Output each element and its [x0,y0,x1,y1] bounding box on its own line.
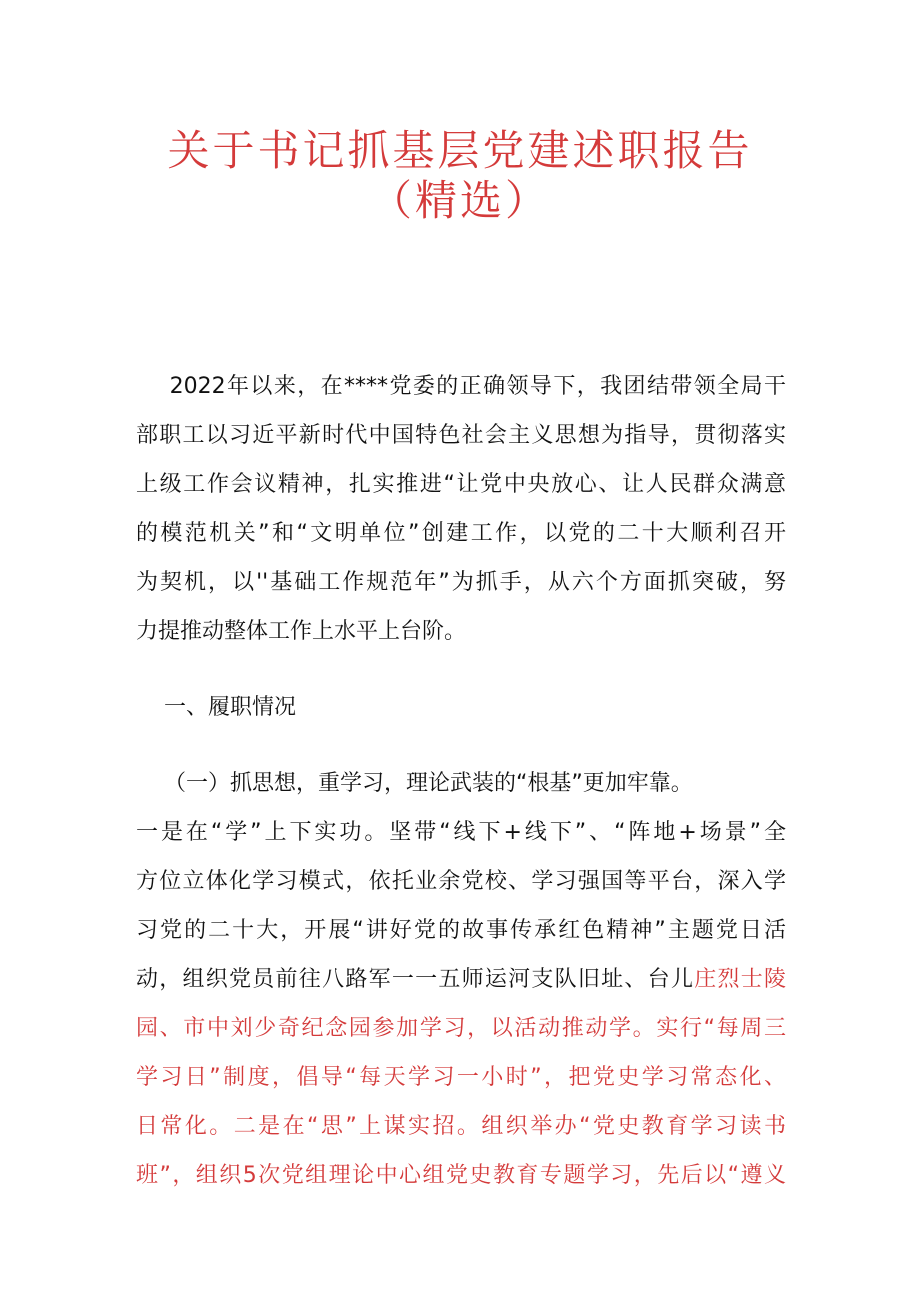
highlighted-line: 园、市中刘少奇纪念园参加学习，以活动推动学。实行“每周三 [136,1016,786,1041]
subsection-heading: （一）抓思想，重学习，理论武装的“根基”更加牢靠。 [136,771,693,796]
paragraph-line: 方位立体化学习模式，依托业余党校、学习强国等平台，深入学 [136,869,786,894]
highlighted-line: 学习日”制度，倡导“每天学习一小时”，把党史学习常态化、 [136,1065,786,1090]
paragraph-line: 一是在“学”上下实功。坚带“线下+线下”、“阵地+场景”全 [136,820,786,845]
section-heading: 一、履职情况 [136,695,296,720]
document-title-suffix: （精选） [369,176,550,225]
paragraph-line: 2022年以来，在****党委的正确领导下，我团结带领全局干 [136,374,786,399]
highlighted-text: 庄烈士陵 [694,967,786,992]
paragraph-text: 动，组织党员前往八路军一一五师运河支队旧址、台儿 [136,967,695,992]
paragraph-line: 上级工作会议精神，扎实推进“让党中央放心、让人民群众满意 [136,472,786,497]
paragraph-line: 的模范机关”和“文明单位”创建工作，以党的二十大顺利召开 [136,521,786,546]
paragraph-line-mixed [136,955,786,1004]
paragraph-line: 为契机，以''基础工作规范年”为抓手，从六个方面抓突破，努 [136,570,786,595]
document-body [136,362,786,1200]
paragraph-line: 习党的二十大，开展“讲好党的故事传承红色精神”主题党日活 [136,918,786,943]
highlighted-line: 日常化。二是在“思”上谋实招。组织举办“党史教育学习读书 [136,1114,786,1139]
paragraph-line: 力提推动整体工作上水平上台阶。 [136,619,467,644]
document-title: 关于书记抓基层党建述职报告 [167,126,753,175]
highlighted-line: 班”，组织5次党组理论中心组党史教育专题学习，先后以“遵义 [136,1163,786,1188]
paragraph-line: 部职工以习近平新时代中国特色社会主义思想为指导，贯彻落实 [136,423,786,448]
